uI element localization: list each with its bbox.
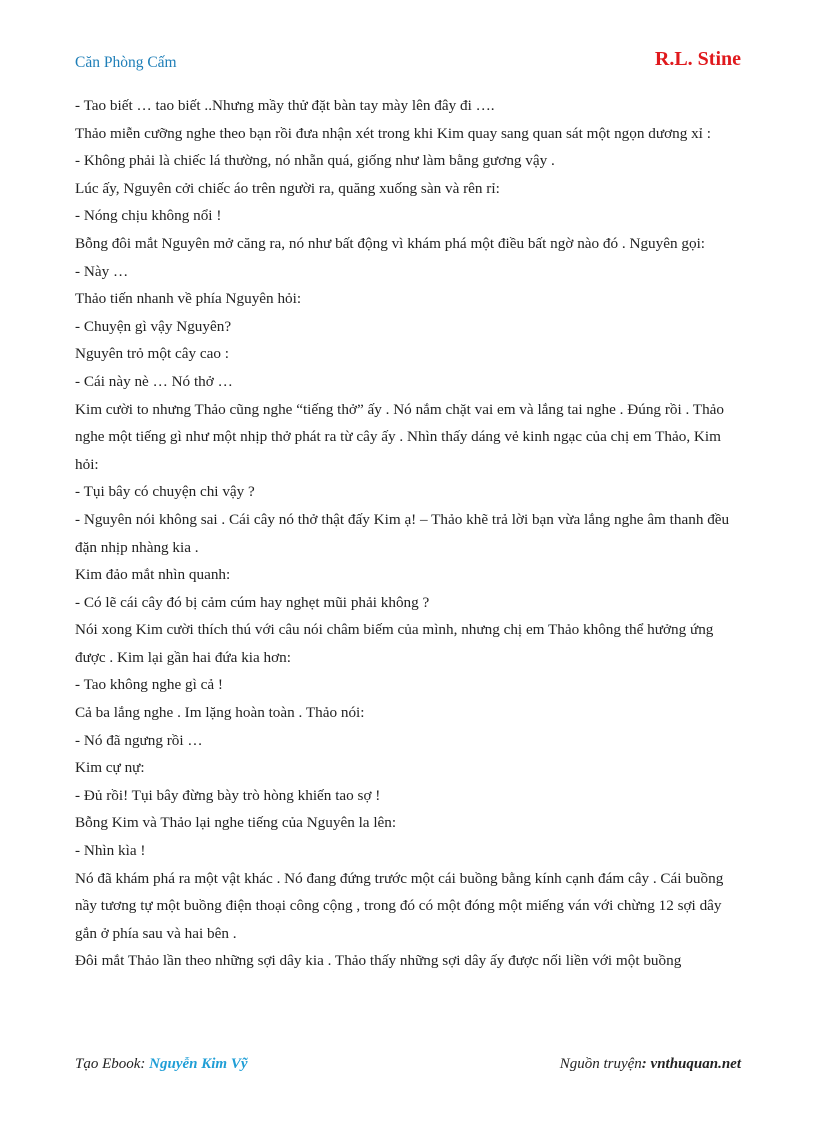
paragraph: - Nóng chịu không nổi ! xyxy=(75,207,222,225)
paragraph: Đôi mắt Thảo lần theo những sợi dây kia . Thảo thấy những sợi dây ấy được nối liền với một buồng xyxy=(75,952,682,970)
paragraph: - Tao không nghe gì cả ! xyxy=(75,676,223,694)
source-credit-separator: : xyxy=(641,1056,651,1072)
ebook-credit xyxy=(75,1056,248,1073)
ebook-credit-separator: : xyxy=(140,1056,150,1072)
paragraph: Thảo tiến nhanh về phía Nguyên hỏi: xyxy=(75,290,302,308)
source-site: vnthuquan.net xyxy=(650,1056,741,1072)
story-text xyxy=(75,92,745,975)
paragraph: - Nguyên nói không sai . Cái cây nó thở thật đấy Kim ạ! – Thảo khẽ trả lời bạn vừa lắng nghe âm thanh đều đặn nhịp nhàng kia . xyxy=(75,510,730,556)
author-name: R.L. Stine xyxy=(654,48,741,70)
paragraph: - Đủ rồi! Tụi bây đừng bày trò hòng khiến tao sợ ! xyxy=(75,786,381,804)
paragraph: - Tụi bây có chuyện chi vậy ? xyxy=(75,483,255,501)
source-credit xyxy=(560,1056,741,1073)
paragraph: - Này … xyxy=(75,262,129,280)
page-header xyxy=(75,48,741,76)
ebook-credit-label: Tạo Ebook xyxy=(75,1056,141,1072)
paragraph: Kim cười to nhưng Thảo cũng nghe “tiếng thở” ấy . Nó nắm chặt vai em và lắng tai nghe . Đúng rồi . Thảo nghe một tiếng gì như một nhịp thở phát ra từ cây ấy . Nhìn thấy dáng vẻ kinh ngạc của chị em Thảo, Kim hỏi: xyxy=(75,400,725,473)
ebook-creator-name: Nguyễn Kim Vỹ xyxy=(149,1056,248,1072)
paragraph: - Tao biết … tao biết ..Nhưng mầy thử đặt bàn tay mày lên đây đi …. xyxy=(75,97,495,114)
paragraph: Cả ba lắng nghe . Im lặng hoàn toàn . Thảo nói: xyxy=(75,704,365,722)
paragraph: - Không phải là chiếc lá thường, nó nhẵn quá, giống như làm bằng gương vậy . xyxy=(75,152,555,170)
paragraph: Nó đã khám phá ra một vật khác . Nó đang đứng trước một cái buồng bằng kính cạnh đám cây . Cái buồng nầy tương tự một buồng điện thoại công cộng , trong đó có một đóng một miếng ván với chừng 12 sợi dây gắn ở phía sau và hai bên . xyxy=(75,869,724,942)
paragraph: Nói xong Kim cười thích thú với câu nói châm biếm của mình, nhưng chị em Thảo không thể hưởng ứng được . Kim lại gần hai đứa kia hơn: xyxy=(75,621,714,666)
source-credit-label: Nguồn truyện xyxy=(559,1056,642,1072)
paragraph: Kim đảo mắt nhìn quanh: xyxy=(75,566,231,584)
paragraph: Kim cự nự: xyxy=(75,759,145,777)
paragraph: - Nhìn kìa ! xyxy=(75,842,146,860)
paragraph: Bỗng đôi mắt Nguyên mở căng ra, nó như bất động vì khám phá một điều bất ngờ nào đó . Nguyên gọi: xyxy=(75,234,706,252)
paragraph: Thảo miễn cưỡng nghe theo bạn rồi đưa nhận xét trong khi Kim quay sang quan sát một ngọn dương xỉ : xyxy=(75,124,711,142)
paragraph: - Nó đã ngưng rồi … xyxy=(75,731,203,749)
paragraph: - Chuyện gì vậy Nguyên? xyxy=(75,317,232,335)
paragraph: - Có lẽ cái cây đó bị cảm cúm hay nghẹt mũi phải không ? xyxy=(75,593,430,611)
book-title: Căn Phòng Cấm xyxy=(75,54,177,71)
paragraph: Lúc ấy, Nguyên cởi chiếc áo trên người ra, quăng xuống sàn và rên rỉ: xyxy=(75,179,500,197)
paragraph: Nguyên trỏ một cây cao : xyxy=(75,345,229,363)
page-footer xyxy=(75,1056,741,1076)
paragraph: Bỗng Kim và Thảo lại nghe tiếng của Nguyên la lên: xyxy=(75,814,397,832)
paragraph: - Cái này nè … Nó thở … xyxy=(75,372,233,390)
